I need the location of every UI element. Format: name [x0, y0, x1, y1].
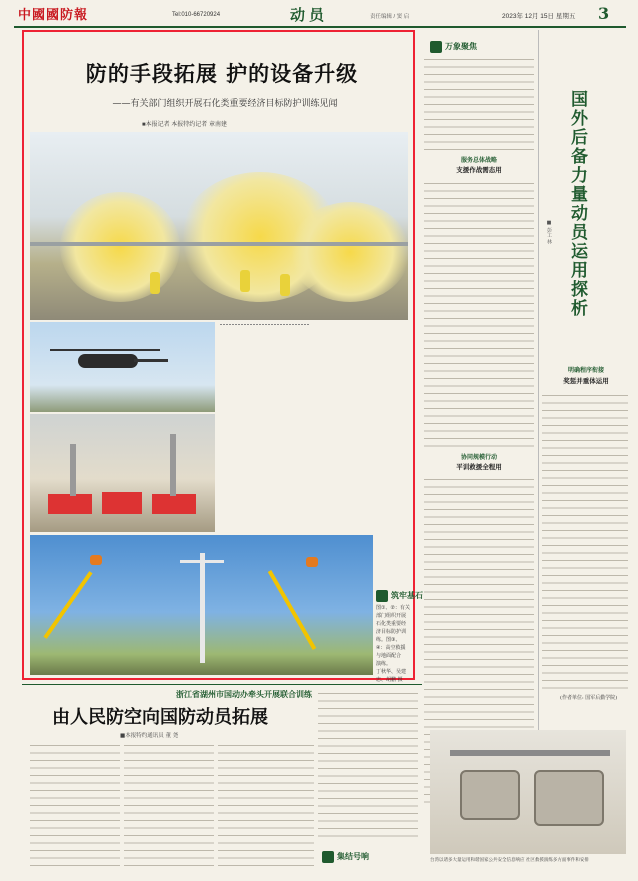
right-subhead-title: 奖惩并重体运用 — [563, 377, 609, 385]
photo-caption: 图①、②：有关 部门组织开展 石化类重要经 济目标防护训 练。图③、 ④：高空救援 与地面配合 演练。 丁秋华、吴建 忠、胡鹏 摄 — [376, 605, 410, 683]
right-signoff: (作者单位: 国军后勤学院) — [560, 695, 618, 701]
section-flag-icon — [430, 41, 442, 53]
bottom-body-1 — [30, 742, 120, 872]
page-number: 3 — [598, 4, 610, 23]
lead-headline: 防的手段拓展 护的设备升级 — [85, 61, 359, 86]
photo-aerial-rescue — [30, 535, 373, 675]
lead-body-col-1 — [220, 324, 310, 532]
bottom-headline: 由人民防空向国防动员拓展 — [52, 707, 268, 728]
mid-body-2 — [424, 180, 534, 450]
mid-body-1 — [424, 56, 534, 152]
lead-subhead: ——有关部门组织开展石化类重要经济目标防护训练见闻 — [112, 99, 338, 109]
masthead-rule — [14, 26, 626, 28]
right-article-title: 国外后备力量动员运用探析 — [567, 90, 587, 318]
mid-subhead-1-title: 支援作战需态用 — [456, 166, 502, 174]
photo-helicopter — [30, 322, 215, 412]
lead-body-col-2 — [314, 324, 410, 532]
masthead-tel: Tel:010-66720924 — [172, 12, 221, 18]
section-flag-icon — [376, 590, 388, 602]
right-article-author: ■ 彭工 林 — [546, 220, 552, 245]
photo-sirens — [430, 730, 626, 854]
caption-badge: 筑牢基石 — [376, 585, 438, 599]
right-body — [542, 392, 628, 692]
bottom-photo-caption: 台湾以诸多大量运用和谐国家公共安全信息响应 社区救援演练多方面事件和安排 — [430, 858, 589, 863]
mid-subhead-1-kicker: 服务总体战略 — [460, 157, 497, 164]
bottom-rule — [22, 684, 422, 685]
column-divider — [538, 30, 539, 740]
mid-subhead-2-title: 平训救援全程用 — [456, 463, 502, 471]
newspaper-logo: 中國國防報 — [18, 8, 89, 23]
section-jijie: 集结号响 — [322, 846, 384, 860]
bottom-body-4 — [318, 690, 418, 840]
bottom-body-3 — [218, 742, 314, 872]
mid-subhead-2-kicker: 协同规模行动 — [460, 454, 497, 461]
photo-smoke-drill — [30, 132, 408, 320]
section-wanxiang: 万象聚焦 — [430, 36, 492, 50]
right-subhead-kicker: 明确程序衔接 — [567, 367, 604, 374]
masthead-editor: 责任编辑 / 窦 启 — [370, 14, 410, 20]
bottom-byline: ■本报特约通讯员 董 尧 — [120, 733, 179, 739]
lead-byline: ■本报记者 本报特约记者 章南建 — [142, 122, 227, 128]
bottom-body-2 — [124, 742, 214, 872]
section-title: 动员 — [290, 6, 329, 24]
masthead-date: 2023年 12月 15日 星期五 — [502, 13, 576, 20]
photo-fire-trucks — [30, 414, 215, 532]
section-flag-icon — [322, 851, 334, 863]
bottom-kicker: 浙江省湖州市国动办牵头开展联合训练 — [176, 689, 312, 699]
